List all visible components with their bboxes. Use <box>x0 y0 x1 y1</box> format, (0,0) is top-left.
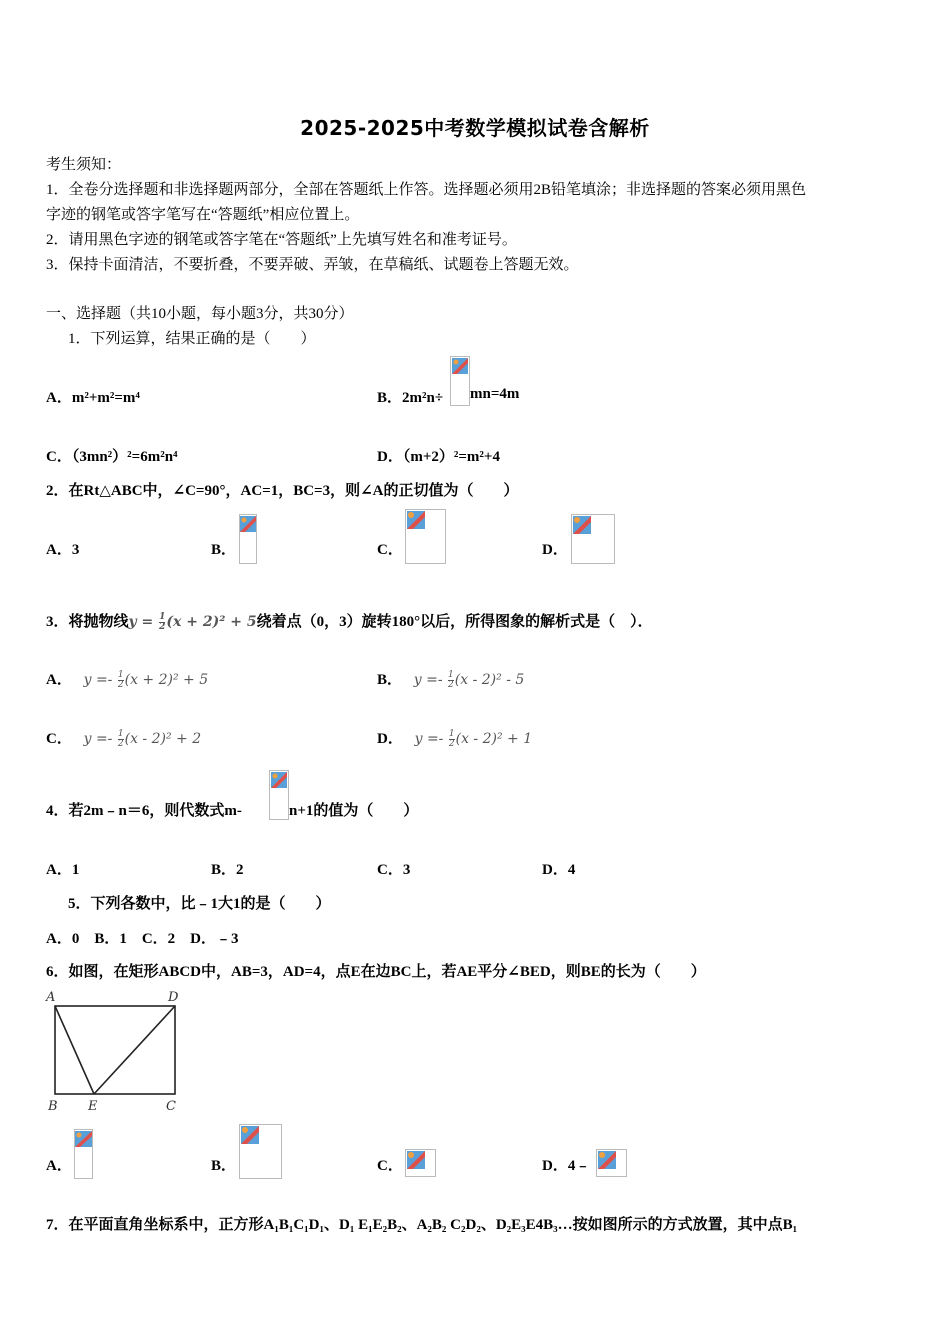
notice-line-3: 3．保持卡面清洁，不要折叠，不要弄破、弄皱，在草稿纸、试题卷上答题无效。 <box>46 257 579 273</box>
q5-options: A．0 B．1 C．2 D．﹣3 <box>46 931 239 947</box>
vertex-label-d: D <box>168 990 179 1005</box>
q4-option-a: A．1 <box>46 862 80 878</box>
q2-c-image-placeholder <box>405 509 446 564</box>
q6-option-b: B． <box>211 1158 237 1174</box>
broken-image-icon <box>597 1150 617 1170</box>
page-title: 2025-2025中考数学模拟试卷含解析 <box>300 116 650 140</box>
q1-option-d: D．（m+2）²=m²+4 <box>377 449 500 465</box>
q6-stem: 6．如图，在矩形ABCD中，AB=3，AD=4，点E在边BC上，若AE平分∠BED，则BE的长为（ ） <box>46 964 706 980</box>
q3-c-formula: y =- $\frac{1}{2}$ (x - 2)² + 2 <box>83 728 202 749</box>
q7-stem: 7．在平面直角坐标系中，正方形A₁B₁C₁D₁、D₁ E₁E₂B₂、A₂B₂ C₂D₂、D₂E₃E4B₃…按如图所示的方式放置，其中点B₁ <box>46 1217 798 1233</box>
q3-option-c: C． y =- $\frac{1}{2}$ (x - 2)² + 2 <box>46 728 202 749</box>
q1-option-a: A．m²+m²=m⁴ <box>46 390 140 406</box>
q3-stem <box>46 610 653 632</box>
q2-stem: 2．在Rt△ABC中，∠C=90°，AC=1，BC=3，则∠A的正切值为（ ） <box>46 483 519 499</box>
q4-option-d: D．4 <box>542 862 576 878</box>
vertex-label-e: E <box>88 1099 98 1114</box>
q6-b-image-placeholder <box>239 1124 282 1179</box>
broken-image-icon <box>240 1125 260 1145</box>
notice-line-1b: 字迹的钢笔或答字笔写在“答题纸”相应位置上。 <box>46 207 360 223</box>
q3-option-d: D． y =- $\frac{1}{2}$ (x - 2)² + 1 <box>377 728 533 749</box>
q2-b-image-placeholder <box>239 514 257 564</box>
q1-option-b-pre: B．2m²n÷ <box>377 390 444 406</box>
q5-stem: 5．下列各数中，比﹣1大1的是（ ） <box>68 896 331 912</box>
section-heading: 一、选择题（共10小题，每小题3分，共30分） <box>46 306 354 322</box>
rectangle-abcd <box>55 1006 175 1094</box>
notice-line-1a: 1．全卷分选择题和非选择题两部分，全部在答题纸上作答。选择题必须用2B铅笔填涂；非选择题的答案必须用黑色 <box>46 182 807 198</box>
q2-option-d: D． <box>542 542 568 558</box>
segment-de <box>94 1006 175 1094</box>
q2-option-a: A．3 <box>46 542 80 558</box>
broken-image-icon <box>406 510 426 530</box>
q1-option-b-post: mn=4m <box>470 386 520 402</box>
notice-heading: 考生须知： <box>46 157 122 173</box>
segment-ae <box>55 1006 94 1094</box>
q1-b-image-placeholder <box>450 356 470 406</box>
q3-stem-formula: y = $\frac{1}{2}$ (x + 2)² + 5 <box>128 611 257 632</box>
broken-image-icon <box>270 771 288 791</box>
q4-image-placeholder <box>269 770 289 820</box>
q6-option-d: D．4﹣ <box>542 1158 591 1174</box>
broken-image-icon <box>406 1150 426 1170</box>
q6-a-image-placeholder <box>74 1129 93 1179</box>
q2-option-b: B． <box>211 542 237 558</box>
q4-option-b: B．2 <box>211 862 244 878</box>
q6-d-image-placeholder <box>596 1149 627 1177</box>
q2-d-image-placeholder <box>571 514 615 564</box>
broken-image-icon <box>240 515 256 533</box>
broken-image-icon <box>75 1130 92 1149</box>
vertex-label-a: A <box>46 990 56 1005</box>
q4-stem-post: n+1的值为（ ） <box>289 803 419 819</box>
q6-rectangle-figure <box>44 988 184 1114</box>
broken-image-icon <box>572 515 592 535</box>
q6-option-c: C． <box>377 1158 403 1174</box>
vertex-label-b: B <box>48 1099 58 1114</box>
broken-image-icon <box>451 357 469 377</box>
q4-option-c: C．3 <box>377 862 411 878</box>
notice-line-2: 2．请用黑色字迹的钢笔或答字笔在“答题纸”上先填写姓名和准考证号。 <box>46 232 517 248</box>
q6-option-a: A． <box>46 1158 72 1174</box>
q6-c-image-placeholder <box>405 1149 436 1177</box>
q1-stem: 1．下列运算，结果正确的是（ ） <box>68 331 316 347</box>
vertex-label-c: C <box>166 1099 176 1114</box>
q3-b-formula: y =- $\frac{1}{2}$ (x - 2)² - 5 <box>413 669 525 690</box>
q2-option-c: C． <box>377 542 403 558</box>
q3-option-b: B． y =- $\frac{1}{2}$ (x - 2)² - 5 <box>377 669 525 690</box>
q3-stem-post: 绕着点（0，3）旋转180°以后，所得图象的解析式是（ ）． <box>256 614 653 630</box>
q3-a-formula: y =- $\frac{1}{2}$ (x + 2)² + 5 <box>83 669 209 690</box>
q1-option-c: C．（3mn²）²=6m²n⁴ <box>46 449 178 465</box>
q4-stem-pre: 4．若2m﹣n＝6，则代数式m- <box>46 803 242 819</box>
q3-d-formula: y =- $\frac{1}{2}$ (x - 2)² + 1 <box>414 728 533 749</box>
q3-stem-pre: 3．将抛物线 <box>46 614 129 630</box>
q3-option-a: A． y =- $\frac{1}{2}$ (x + 2)² + 5 <box>46 669 209 690</box>
